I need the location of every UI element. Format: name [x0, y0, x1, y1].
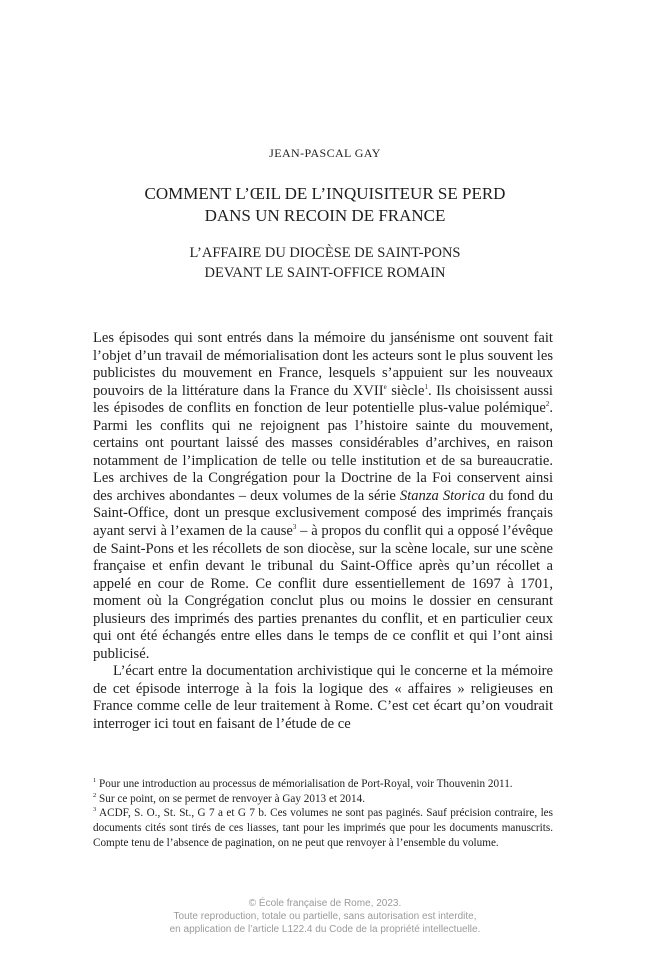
footnotes — [93, 777, 553, 851]
subtitle-line: DEVANT LE SAINT-OFFICE ROMAIN — [204, 265, 446, 281]
copyright-line: © École française de Rome, 2023. — [248, 898, 402, 909]
text-run: du fond du Saint-Office, dont un presque exclusivement composé des imprimés français ayant servi à l’examen de la cause — [93, 487, 553, 540]
body-paragraph: L’écart entre la documentation archivistique qui le concerne et la mémoire de cet épisode interroge à la fois la logique des « affaires » religieuses en France comme celle de leur traitement à Rome. C’est cet écart qu’on voudrait interroger ici tout en faisant de l’étude de ce — [93, 663, 553, 733]
text-run: siècle — [386, 382, 425, 399]
footnote-ref: 3 — [292, 523, 297, 532]
text-run: . Parmi les conflits qui ne rejoignent pas l’histoire sainte du mouvement, certains ont pourtant laissé des masses considérables d’archives, en raison notamment de l’implication de telle ou telle institution et de sa bureaucratie. Les archives de la Congrégation pour la Doctrine de la Foi conservent ainsi des archives abondantes – deux volumes de la série — [93, 400, 553, 504]
footnote-ref: 2 — [545, 400, 550, 409]
copyright-notice — [0, 897, 650, 936]
text-run: Les épisodes qui sont entrés dans la mémoire du jansénisme ont souvent fait l’objet d’un travail de mémorialisation dont les acteurs sont le plus souvent les publicistes du mouvement en France, lesquels s’appuient sur les nouveaux pouvoirs de la littérature dans la France du XVII — [93, 330, 553, 399]
footnote-number: 3 — [93, 806, 97, 814]
footnote-text: Pour une introduction au processus de mémorialisation de Port-Royal, voir Thouvenin 2011. — [96, 778, 513, 790]
footnote — [93, 777, 553, 792]
copyright-line: en application de l’article L122.4 du Code de la propriété intellectuelle. — [169, 924, 481, 935]
footnote-ref: 1 — [424, 382, 428, 391]
footnote — [93, 806, 553, 850]
footnote-number: 1 — [93, 777, 97, 784]
footnote-text: ACDF, S. O., St. St., G 7 a et G 7 b. Ces volumes ne sont pas paginés. Sauf précision contraire, les documents cités sont tirés de ces liasses, tant pour les imprimés que pour les documents manuscrits. Compte tenu de l’absence de pagination, on ne peut que renvoyer à l’ensemble du volume. — [93, 807, 553, 849]
footnote-ref: e — [383, 382, 387, 391]
italic-title: Stanza Storica — [399, 487, 485, 504]
subtitle-line: L’AFFAIRE DU DIOCÈSE DE SAINT-PONS — [189, 245, 461, 261]
article-subtitle — [0, 243, 650, 283]
footnote-text: Sur ce point, on se permet de renvoyer à Gay 2013 et 2014. — [96, 792, 365, 805]
copyright-line: Toute reproduction, totale ou partielle, sans autorisation est interdite, — [173, 911, 477, 922]
text-run: – à propos du conflit qui a opposé l’évêque de Saint-Pons et les récollets de son diocèse, sur la scène locale, sur une scène française et enfin devant le tribunal du Saint-Office après qu’un récollet a appelé en cour de Rome. Ce conflit dure essentiellement de 1697 à 1701, moment où la Congrégation conclut plus ou moins le dossier en censurant plusieurs des imprimés des parties prenantes du conflit, et en particulier ceux qui ont été échangés entre elles dans le temps de ce conflit et qui l’ont ainsi publicisé. — [93, 523, 553, 662]
author-name: JEAN-PASCAL GAY — [269, 146, 381, 160]
footnote — [93, 792, 553, 807]
text-run: . Ils choisissent aussi les épisodes de conflits en fonction de leur potentielle plus-value polémique — [93, 382, 553, 417]
title-line: DANS UN RECOIN DE FRANCE — [204, 206, 446, 225]
body-paragraph — [93, 330, 553, 663]
title-line: COMMENT L’ŒIL DE L’INQUISITEUR SE PERD — [144, 184, 506, 203]
footnote-number: 2 — [93, 791, 97, 799]
article-title — [0, 183, 650, 227]
body-text — [93, 330, 553, 734]
